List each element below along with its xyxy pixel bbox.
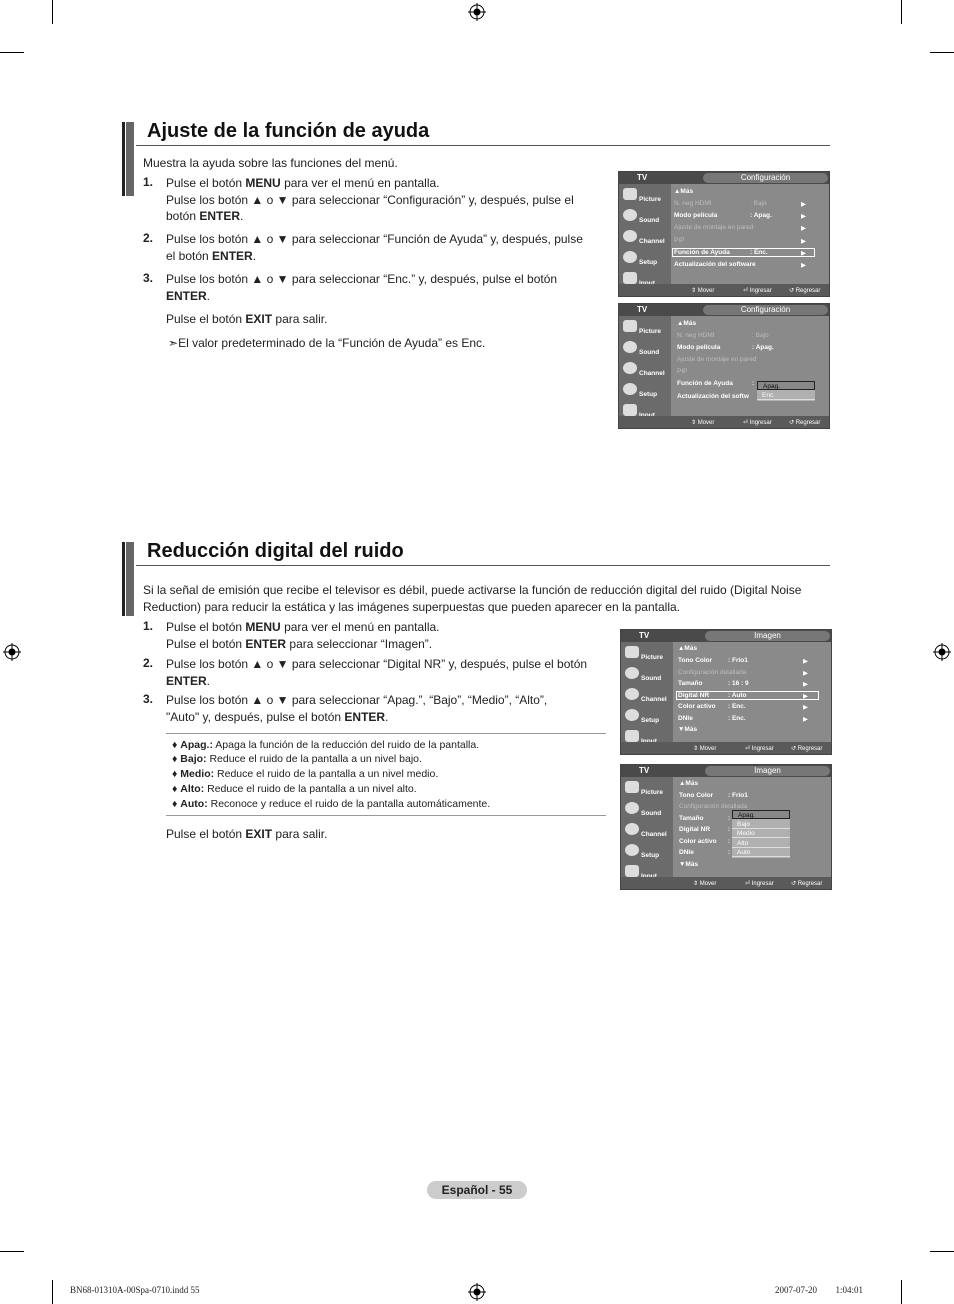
picture-icon — [623, 320, 637, 332]
sound-icon — [623, 341, 637, 353]
exit-instruction: Pulse el botón EXIT para salir. — [166, 827, 328, 841]
exit-instruction: Pulse el botón EXIT para salir. — [166, 312, 328, 326]
sound-icon — [623, 209, 637, 221]
footer-file: BN68-01310A-00Spa-0710.indd 55 — [70, 1285, 200, 1295]
channel-icon — [625, 688, 639, 700]
input-icon — [625, 730, 639, 742]
crop-mark — [901, 0, 902, 24]
option-item: ♦ Alto: Reduce el ruido de la pantalla a un nivel alto. — [172, 783, 417, 795]
step-number: 2. — [143, 231, 154, 245]
step-text: Pulse el botón MENU para ver el menú en pantalla. Pulse los botón ▲ o ▼ para seleccionar “Configuración” y, después, pulse el botón ENTER. — [166, 176, 574, 223]
input-icon — [623, 272, 637, 284]
section-bar — [122, 542, 134, 616]
channel-icon — [625, 823, 639, 835]
note: ➣El valor predeterminado de la “Función de Ayuda” es Enc. — [168, 336, 486, 350]
section-intro: Muestra la ayuda sobre las funciones del menú. — [143, 156, 398, 170]
section-title: Reducción digital del ruido — [147, 540, 404, 562]
step-text: Pulse los botón ▲ o ▼ para seleccionar “Función de Ayuda” y, después, pulse el botón ENTER. — [166, 232, 583, 263]
step-text: Pulse los botón ▲ o ▼ para seleccionar “Digital NR” y, después, pulse el botón ENTER. — [166, 657, 588, 688]
channel-icon — [623, 230, 637, 242]
registration-mark-icon — [933, 643, 951, 661]
registration-mark-icon — [3, 643, 21, 661]
option-item: ♦ Auto: Reconoce y reduce el ruido de la pantalla automáticamente. — [172, 798, 491, 810]
crop-mark — [52, 0, 53, 24]
crop-mark — [0, 52, 24, 53]
input-icon — [625, 865, 639, 877]
setup-icon — [623, 251, 637, 263]
step-number: 1. — [143, 175, 154, 189]
section-title: Ajuste de la función de ayuda — [147, 120, 430, 142]
crop-mark — [901, 1280, 902, 1304]
step-number: 1. — [143, 619, 154, 633]
step-text: Pulse los botón ▲ o ▼ para seleccionar “Apag.”, “Bajo”, “Medio”, “Alto”, "Auto" y, después, pulse el botón ENTER. — [166, 693, 548, 724]
tv-menu-configuracion: TV Configuración Picture Sound Channel Setup ▲Más N. neg HDMI : Bajo ▶ Modo película : Apag. ▶ Ajuste de montaje en pared ▶ PIP ▶ Función de Ayuda : Enc. ▶ Actualización del software ▶ ⇕ Mover ⏎ Ingresar ↺ Regresar — [618, 171, 830, 297]
step-number: 3. — [143, 271, 154, 285]
picture-icon — [623, 188, 637, 200]
registration-mark-icon — [468, 1283, 486, 1301]
picture-icon — [625, 781, 639, 793]
tv-menu-imagen: TV Imagen Picture Sound Channel Setup ▲Más Tono Color : Frío1 ▶ Configuración detallada ▶ Tamaño : 16 : 9 ▶ Digital NR : Auto ▶ Color activo : Enc. ▶ DNIe : Enc. ▶ ▼Más ⇕ Mover ⏎ Ingresar ↺ Regresar — [620, 629, 832, 755]
step-text: Pulse el botón MENU para ver el menú en pantalla. Pulse el botón ENTER para seleccionar “Imagen”. — [166, 620, 440, 651]
footer-timestamp: 2007-07-20 ￿￿ 1:04:01 — [775, 1285, 863, 1295]
page-number: Español - 55 — [427, 1181, 527, 1199]
crop-mark — [0, 1251, 24, 1252]
crop-mark — [52, 1280, 53, 1304]
registration-mark-icon — [468, 3, 486, 21]
setup-icon — [625, 709, 639, 721]
tv-menu-imagen-opciones: TV Imagen Picture Sound Channel Setup ▲Más Tono Color : Frío1 Configuración detallada Tamaño : Digital NR : Color activo : DNIe : ▼Más Apag. Bajo Medio Alto Auto ⇕ Mover ⏎ Ingresar ↺ Regresar — [620, 764, 832, 890]
option-item: ♦ Bajo: Reduce el ruido de la pantalla a un nivel bajo. — [172, 753, 422, 765]
section-intro: Si la señal de emisión que recibe el televisor es débil, puede activarse la función de reducción digital del ruido (Digital Noise Reduction) para reducir la estática y las imágenes superpuestas que pueden aparecer en la pantalla. — [143, 583, 802, 614]
section-bar — [122, 122, 134, 196]
section-rule — [136, 565, 830, 566]
step-number: 2. — [143, 656, 154, 670]
setup-icon — [623, 383, 637, 395]
option-item: ♦ Medio: Reduce el ruido de la pantalla a un nivel medio. — [172, 768, 439, 780]
option-item: ♦ Apag.: Apaga la función de la reducción del ruido de la pantalla. — [172, 739, 480, 751]
channel-icon — [623, 362, 637, 374]
input-icon — [623, 404, 637, 416]
step-number: 3. — [143, 692, 154, 706]
section-rule — [136, 145, 830, 146]
picture-icon — [625, 646, 639, 658]
setup-icon — [625, 844, 639, 856]
tv-menu-configuracion-opciones: TV Configuración Picture Sound Channel Setup ▲Más N. neg HDMI : Bajo Modo película : Apag. Ajuste de montaje en pared PIP Función de Ayuda : Actualización del softw Apag. Enc. ⇕ Mover ⏎ Ingresar ↺ Regresar — [618, 303, 830, 429]
sound-icon — [625, 802, 639, 814]
sound-icon — [625, 667, 639, 679]
crop-mark — [930, 52, 954, 53]
note-arrow-icon: ➣ — [168, 336, 179, 350]
step-text: Pulse los botón ▲ o ▼ para seleccionar “Enc.” y, después, pulse el botón ENTER. — [166, 272, 558, 303]
crop-mark — [930, 1251, 954, 1252]
